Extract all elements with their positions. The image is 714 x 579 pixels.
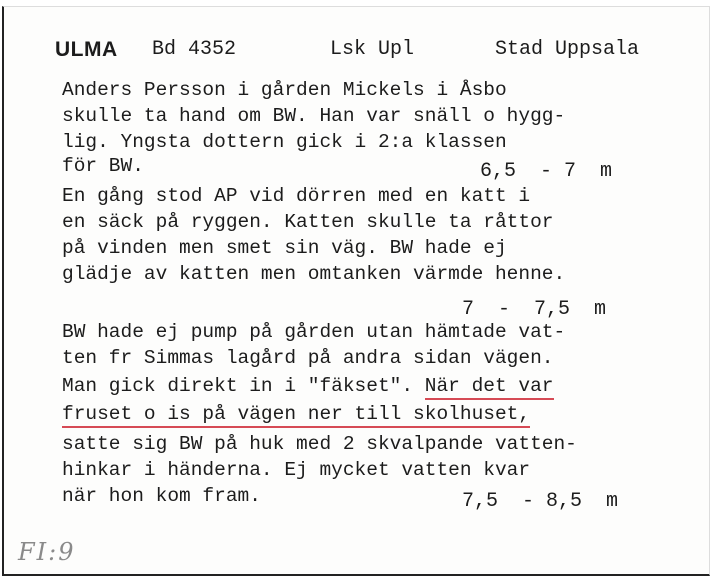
measure-range: 7 - 7,5 m xyxy=(462,298,607,321)
measure-range: 6,5 - 7 m xyxy=(480,160,613,183)
text-line: satte sig BW på huk med 2 skvalpande vatten- xyxy=(62,433,577,455)
text-line: för BW. xyxy=(62,155,144,177)
text-line: när hon kom fram. xyxy=(62,485,261,507)
text-segment: Man gick direkt in i "fäkset". xyxy=(62,375,425,397)
text-line: på vinden men smet sin väg. BW hade ej xyxy=(62,237,507,259)
archive-label: ULMA xyxy=(55,38,118,61)
text-line: skulle ta hand om BW. Han var snäll o hygg- xyxy=(62,105,566,127)
text-line: hinkar i händerna. Ej mycket vatten kvar xyxy=(62,459,531,481)
text-line: Anders Persson i gården Mickels i Åsbo xyxy=(62,79,507,101)
place-label: Stad Uppsala xyxy=(495,38,640,61)
text-line: lig. Yngsta dottern gick i 2:a klassen xyxy=(62,131,507,153)
province-label: Lsk Upl xyxy=(330,38,415,61)
archive-stamp: FI:9 xyxy=(18,538,76,566)
text-line: BW hade ej pump på gården utan hämtade vat- xyxy=(62,321,566,343)
text-line: ten fr Simmas lagård på andra sidan vägen. xyxy=(62,347,554,369)
text-line: En gång stod AP vid dörren med en katt i xyxy=(62,185,531,207)
text-line xyxy=(62,402,530,426)
underlined-text: När det var xyxy=(425,375,554,400)
text-line: en säck på ryggen. Katten skulle ta råttor xyxy=(62,211,554,233)
text-line xyxy=(62,374,554,398)
measure-range: 7,5 - 8,5 m xyxy=(462,490,619,513)
record-number: Bd 4352 xyxy=(152,38,237,61)
text-line: glädje av katten men omtanken värmde henne. xyxy=(62,263,566,285)
underlined-text: fruset o is på vägen ner till skolhuset, xyxy=(62,403,530,428)
